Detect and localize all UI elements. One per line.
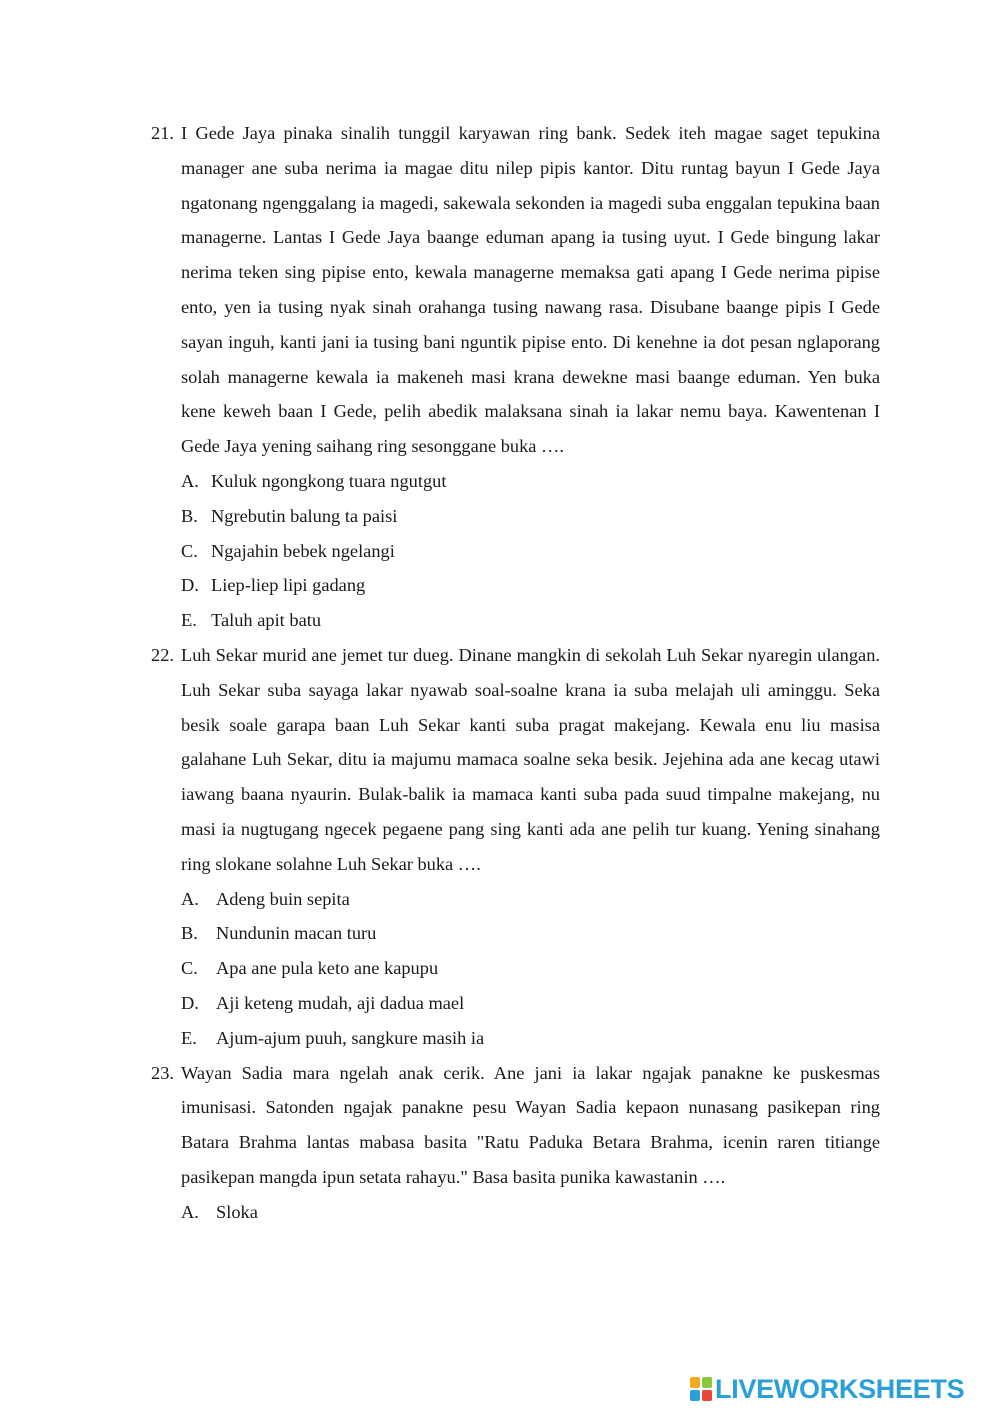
logo-tile [690,1390,700,1401]
brand-name: LIVEWORKSHEETS [715,1373,965,1404]
answer-options [181,464,880,638]
question-23 [151,1056,880,1230]
question-number: 21. [151,123,174,143]
option-letter: C. [181,958,198,979]
liveworksheets-branding[interactable] [690,1374,964,1404]
liveworksheets-logo-icon [690,1377,712,1401]
option-letter: A. [181,1201,199,1222]
question-text: Wayan Sadia mara ngelah anak cerik. Ane jani ia lakar ngajak panakne ke puskesmas imunisasi. Satonden ngajak panakne pesu Wayan Sadia kepaon nunasang pasikepan ring Batara Brahma lantas mabasa basita "Ratu Paduka Betara Brahma, icenin raren titiange pasikepan mangda ipun setata rahayu." Basa basita punika kawastanin …. [181,1062,880,1187]
option-c[interactable] [181,534,880,569]
option-e[interactable] [181,1021,880,1056]
option-letter: C. [181,540,198,561]
option-a[interactable] [181,882,880,917]
option-text: Adeng buin sepita [216,888,350,909]
option-letter: E. [181,610,197,631]
question-text: I Gede Jaya pinaka sinalih tunggil karyawan ring bank. Sedek iteh magae saget tepukina manager ane suba nerima ia magae ditu nilep pipis kantor. Ditu runtag bayun I Gede Jaya ngatonang ngenggalang ia magedi, sakewala sekonden ia magedi suba enggalan tepukina baan managerne. Lantas I Gede Jaya baange eduman apang ia tusing uyut. I Gede bingung lakar nerima teken sing pipise ento, kewala managerne memaksa gati apang I Gede nerima pipise ento, yen ia tusing nyak sinah orahanga tusing nawang rasa. Disubane baange pipis I Gede sayan inguh, kanti jani ia tusing bani nguntik pipise ento. Di kenehne ia dot pesan nglaporang solah managerne kewala ia makeneh masi krana dewekne masi baange eduman. Yen buka kene keweh baan I Gede, pelih abedik malaksana sinah ia lakar nemu baya. Kawentenan I Gede Jaya yening saihang ring sesonggane buka …. [181,123,880,457]
question-21 [151,116,880,638]
option-c[interactable] [181,951,880,986]
option-letter: D. [181,992,199,1013]
option-text: Liep-liep lipi gadang [211,575,366,596]
answer-options [181,882,880,1056]
option-a[interactable] [181,1195,880,1230]
option-text: Ngrebutin balung ta paisi [211,505,398,526]
question-text: Luh Sekar murid ane jemet tur dueg. Dinane mangkin di sekolah Luh Sekar nyaregin ulangan. Luh Sekar suba sayaga lakar nyawab soal-soalne krana ia suba melajah uli aminggu. Seka besik soale garapa baan Luh Sekar kanti suba pragat makejang. Kewala enu liu masisa galahane Luh Sekar, ditu ia majumu mamaca soalne seka besik. Jejehina ada ane kecag utawi iawang baana nyaurin. Bulak-balik ia mamaca kanti suba pada suud timpalne makejang, nu masi ia nugtugang ngecek pegaene pang sing kanti ada ane pelih tur kuang. Yening sinahang ring slokane solahne Luh Sekar buka …. [181,644,880,874]
worksheet-page [151,116,880,1230]
question-22 [151,638,880,1056]
logo-tile [690,1377,700,1388]
logo-tile [702,1390,712,1401]
option-text: Nundunin macan turu [216,923,377,944]
option-text: Sloka [216,1201,258,1222]
option-text: Kuluk ngongkong tuara ngutgut [211,470,447,491]
option-d[interactable] [181,986,880,1021]
option-letter: B. [181,505,198,526]
option-e[interactable] [181,603,880,638]
option-b[interactable] [181,499,880,534]
option-letter: B. [181,923,198,944]
option-text: Ngajahin bebek ngelangi [211,540,395,561]
option-a[interactable] [181,464,880,499]
option-letter: A. [181,470,199,491]
option-d[interactable] [181,568,880,603]
option-b[interactable] [181,916,880,951]
question-number: 23. [151,1062,174,1083]
question-number: 22. [151,644,174,665]
option-text: Apa ane pula keto ane kapupu [216,958,439,979]
answer-options [181,1195,880,1230]
option-text: Aji keteng mudah, aji dadua mael [216,992,465,1013]
option-text: Ajum-ajum puuh, sangkure masih ia [216,1027,485,1048]
option-letter: D. [181,575,199,596]
logo-tile [702,1377,712,1388]
option-letter: E. [181,1027,197,1048]
option-letter: A. [181,888,199,909]
option-text: Taluh apit batu [211,610,322,631]
